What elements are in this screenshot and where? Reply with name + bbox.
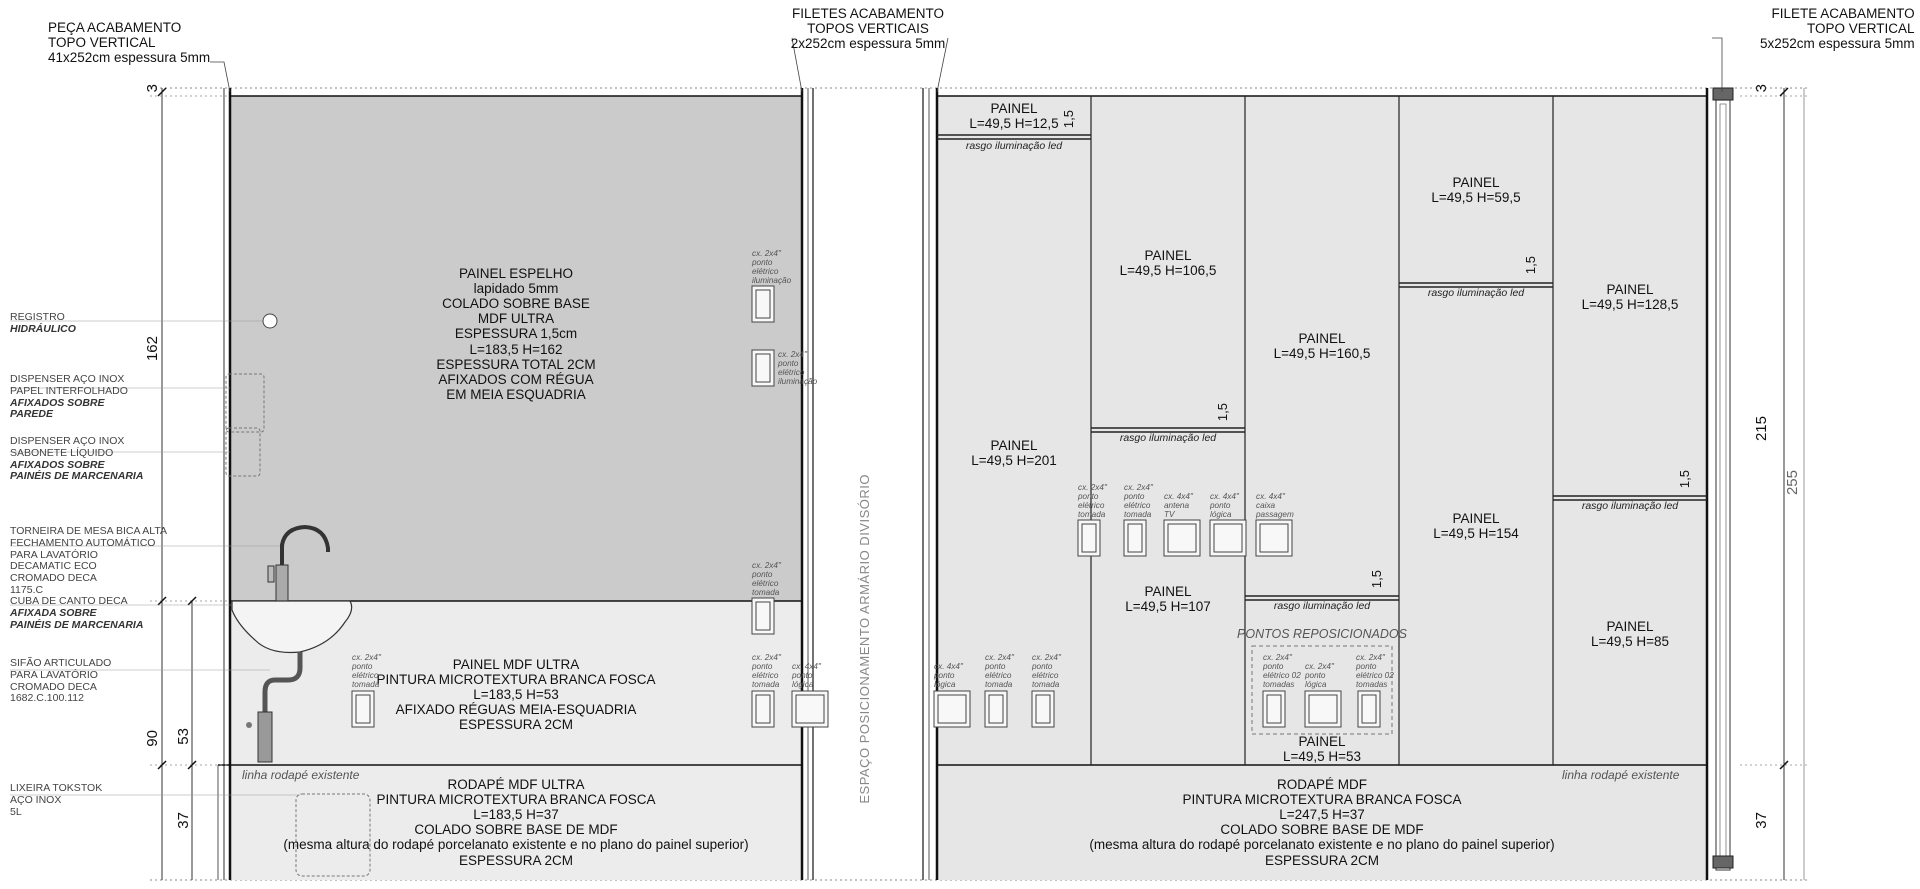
callout-center: FILETES ACABAMENTO TOPOS VERTICAIS 2x252cm espessura 5mm <box>790 6 946 52</box>
dim-right-3: 3 <box>1753 84 1770 93</box>
dim-1-5-a: 1,5 <box>1061 110 1076 129</box>
box-label-passagem: cx. 4x4" caixa passagem <box>1256 492 1294 520</box>
box-label-tomada-l2: cx. 2x4" ponto elétrico tomada <box>752 653 781 690</box>
label-p3-top: PAINEL L=49,5 H=160,5 <box>1273 331 1371 362</box>
label-rasgo-1: rasgo iluminação led <box>965 140 1063 152</box>
dim-right-255: 255 <box>1784 470 1801 496</box>
dim-1-5-e: 1,5 <box>1677 470 1692 489</box>
callout-right: FILETE ACABAMENTO TOPO VERTICAL 5x252cm espessura 5mm <box>1760 6 1915 52</box>
note-registro: REGISTRO HIDRÁULICO <box>10 311 76 335</box>
box-label-rep-c: cx. 2x4" ponto elétrico 02 tomadas <box>1356 653 1394 690</box>
dim-left-162: 162 <box>144 336 161 362</box>
note-dispenser-papel: DISPENSER AÇO INOX PAPEL INTERFOLHADO AFIXADOS SOBRE PAREDE <box>10 373 128 421</box>
dim-1-5-d: 1,5 <box>1523 256 1538 275</box>
dim-left-37: 37 <box>175 812 192 829</box>
box-label-tomada-espelho: cx. 2x4" ponto elétrico tomada <box>752 561 781 598</box>
label-p5-bot: PAINEL L=49,5 H=85 <box>1590 619 1670 650</box>
registro-circle <box>263 314 277 328</box>
label-p2-bot: PAINEL L=49,5 H=107 <box>1125 584 1211 615</box>
box-label-tomada-r2: cx. 2x4" ponto elétrico tomada <box>1032 653 1061 690</box>
box-label-iluminacao-1: cx. 2x4" ponto elétrico iluminação <box>752 249 792 286</box>
box-label-tomada-l1: cx. 2x4" ponto elétrico tomada <box>352 653 381 690</box>
dim-left-90: 90 <box>144 730 161 747</box>
label-center-gap: ESPAÇO POSICIONAMENTO ARMÁRIO DIVISÓRIO <box>857 474 872 804</box>
dim-left-3: 3 <box>144 84 161 93</box>
dim-1-5-b: 1,5 <box>1215 403 1230 422</box>
label-mdf: PAINEL MDF ULTRA PINTURA MICROTEXTURA BRANCA FOSCA L=183,5 H=53 AFIXADO RÉGUAS MEIA-ESQUADRIA ESPESSURA 2CM <box>376 657 656 733</box>
dim-right-37: 37 <box>1753 812 1770 829</box>
label-rodape-left: RODAPÉ MDF ULTRA PINTURA MICROTEXTURA BRANCA FOSCA L=183,5 H=37 COLADO SOBRE BASE DE MDF (mesma altura do rodapé porcelanato existente e no plano do painel superior) ESPESSURA 2CM <box>283 777 749 868</box>
box-label-logica-m: cx. 4x4" ponto lógica <box>1210 492 1239 520</box>
label-p4-main: PAINEL L=49,5 H=154 <box>1433 511 1519 542</box>
box-label-antena: cx. 4x4" antena TV <box>1164 492 1193 520</box>
label-rasgo-4: rasgo iluminação led <box>1427 287 1525 299</box>
note-dispenser-sabonete: DISPENSER AÇO INOX SABONETE LÍQUIDO AFIXADOS SOBRE PAINÉIS DE MARCENARIA <box>10 435 144 483</box>
note-lixeira: LIXEIRA TOKSTOK AÇO INOX 5L <box>10 782 103 818</box>
label-rasgo-2: rasgo iluminação led <box>1119 432 1217 444</box>
dim-right-215: 215 <box>1753 416 1770 442</box>
dim-1-5-c: 1,5 <box>1369 570 1384 589</box>
box-label-tomada-r1: cx. 2x4" ponto elétrico tomada <box>985 653 1014 690</box>
note-cuba: CUBA DE CANTO DECA AFIXADA SOBRE PAINÉIS DE MARCENARIA <box>10 595 144 631</box>
label-pontos: PONTOS REPOSICIONADOS <box>1237 627 1407 641</box>
box-label-logica-r: cx. 4x4" ponto lógica <box>934 662 963 690</box>
label-p3-bot: PAINEL L=49,5 H=53 <box>1282 734 1362 765</box>
dim-left-53: 53 <box>175 728 192 745</box>
box-label-tomada-m2: cx. 2x4" ponto elétrico tomada <box>1124 483 1153 520</box>
label-rodape-right: RODAPÉ MDF PINTURA MICROTEXTURA BRANCA FOSCA L=247,5 H=37 COLADO SOBRE BASE DE MDF (mesma altura do rodapé porcelanato existente e no plano do painel superior) ESPESSURA 2CM <box>1089 777 1555 868</box>
label-p4-top: PAINEL L=49,5 H=59,5 <box>1431 175 1521 206</box>
note-torneira: TORNEIRA DE MESA BICA ALTA FECHAMENTO AUTOMÁTICO PARA LAVATÓRIO DECAMATIC ECO CROMADO DECA 1175.C <box>10 525 167 596</box>
right-trim-profile <box>1716 100 1730 870</box>
label-linha-rodape-right: linha rodapé existente <box>1562 768 1680 782</box>
callout-left: PEÇA ACABAMENTO TOPO VERTICAL 41x252cm espessura 5mm <box>48 20 211 66</box>
label-p1-top: PAINEL L=49,5 H=12,5 <box>969 101 1059 132</box>
label-rasgo-5: rasgo iluminação led <box>1581 500 1679 512</box>
box-label-rep-a: cx. 2x4" ponto elétrico 02 tomadas <box>1263 653 1301 690</box>
box-label-rep-b: cx. 2x4" ponto lógica <box>1305 662 1334 690</box>
label-linha-rodape-left: linha rodapé existente <box>242 768 360 782</box>
note-sifao: SIFÃO ARTICULADO PARA LAVATÓRIO CROMADO DECA 1682.C.100.112 <box>10 657 112 705</box>
box-label-logica-l: cx. 4x4" ponto lógica <box>792 662 821 690</box>
label-p2-top: PAINEL L=49,5 H=106,5 <box>1119 248 1217 279</box>
label-rasgo-3: rasgo iluminação led <box>1273 600 1371 612</box>
label-p5-top: PAINEL L=49,5 H=128,5 <box>1581 282 1679 313</box>
label-p1-main: PAINEL L=49,5 H=201 <box>971 438 1057 469</box>
box-label-tomada-m1: cx. 2x4" ponto elétrico tomada <box>1078 483 1107 520</box>
label-espelho: PAINEL ESPELHO lapidado 5mm COLADO SOBRE BASE MDF ULTRA ESPESSURA 1,5cm L=183,5 H=162 ESPESSURA TOTAL 2CM AFIXADOS COM RÉGUA EM MEIA ESQUADRIA <box>436 266 596 402</box>
box-label-iluminacao-2: cx. 2x4" ponto elétrico iluminação <box>778 350 818 387</box>
